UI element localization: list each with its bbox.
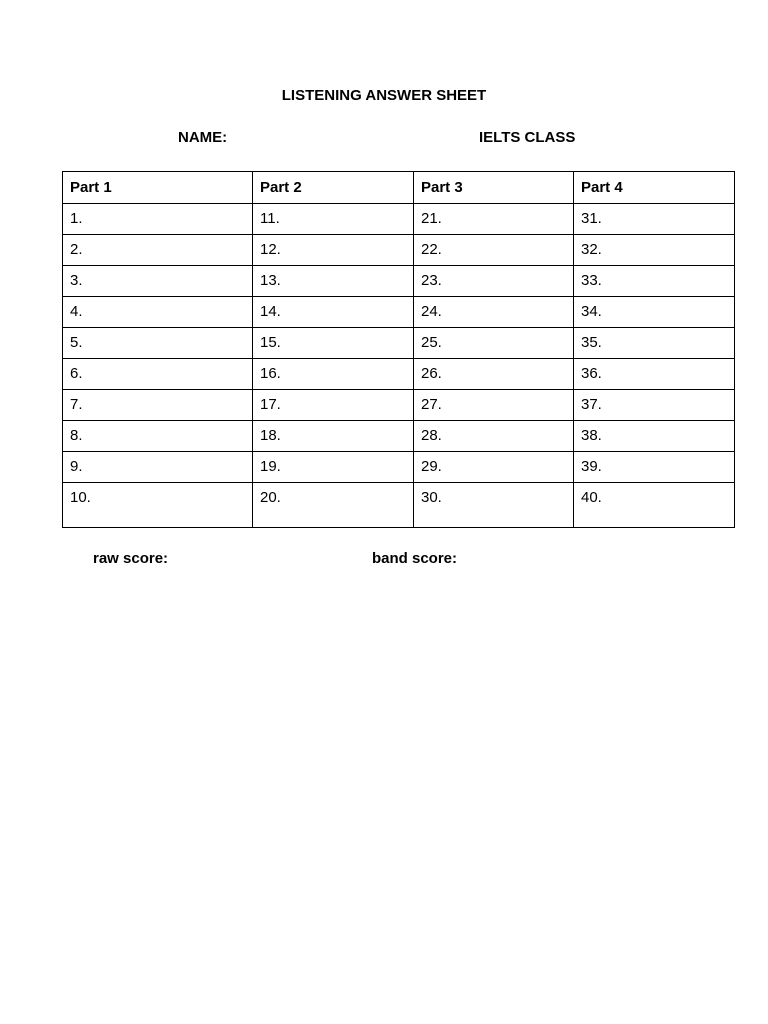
answer-cell[interactable]: 21. xyxy=(414,204,574,235)
answer-cell[interactable]: 4. xyxy=(63,297,253,328)
table-header-row xyxy=(63,172,735,204)
answer-cell[interactable]: 34. xyxy=(574,297,735,328)
table-row xyxy=(63,235,735,266)
answer-cell[interactable]: 23. xyxy=(414,266,574,297)
answer-cell[interactable]: 17. xyxy=(253,390,414,421)
answer-cell[interactable]: 11. xyxy=(253,204,414,235)
answer-cell[interactable]: 38. xyxy=(574,421,735,452)
table-row xyxy=(63,483,735,528)
answer-cell[interactable]: 6. xyxy=(63,359,253,390)
answer-cell[interactable]: 8. xyxy=(63,421,253,452)
answer-cell[interactable]: 39. xyxy=(574,452,735,483)
column-header-part-2: Part 2 xyxy=(253,172,414,204)
answer-cell[interactable]: 15. xyxy=(253,328,414,359)
column-header-part-4: Part 4 xyxy=(574,172,735,204)
answer-cell[interactable]: 2. xyxy=(63,235,253,266)
answer-cell[interactable]: 13. xyxy=(253,266,414,297)
answer-cell[interactable]: 14. xyxy=(253,297,414,328)
band-score-label: band score: xyxy=(372,550,458,567)
ielts-class-label: IELTS CLASS xyxy=(479,129,576,146)
answer-cell[interactable]: 37. xyxy=(574,390,735,421)
answer-cell[interactable]: 1. xyxy=(63,204,253,235)
answer-cell[interactable]: 29. xyxy=(414,452,574,483)
answer-cell[interactable]: 27. xyxy=(414,390,574,421)
answer-cell[interactable]: 10. xyxy=(63,483,253,528)
column-header-part-3: Part 3 xyxy=(414,172,574,204)
answer-cell[interactable]: 32. xyxy=(574,235,735,266)
answer-cell[interactable]: 28. xyxy=(414,421,574,452)
answer-cell[interactable]: 26. xyxy=(414,359,574,390)
answer-cell[interactable]: 9. xyxy=(63,452,253,483)
answer-cell[interactable]: 22. xyxy=(414,235,574,266)
answer-cell[interactable]: 16. xyxy=(253,359,414,390)
answer-cell[interactable]: 3. xyxy=(63,266,253,297)
answer-cell[interactable]: 7. xyxy=(63,390,253,421)
answer-table xyxy=(62,171,735,528)
answer-cell[interactable]: 25. xyxy=(414,328,574,359)
answer-cell[interactable]: 40. xyxy=(574,483,735,528)
answer-cell[interactable]: 12. xyxy=(253,235,414,266)
table-row xyxy=(63,297,735,328)
answer-cell[interactable]: 31. xyxy=(574,204,735,235)
answer-cell[interactable]: 20. xyxy=(253,483,414,528)
answer-cell[interactable]: 5. xyxy=(63,328,253,359)
table-row xyxy=(63,390,735,421)
answer-cell[interactable]: 30. xyxy=(414,483,574,528)
answer-cell[interactable]: 33. xyxy=(574,266,735,297)
name-label: NAME: xyxy=(178,129,228,146)
table-row xyxy=(63,359,735,390)
table-row xyxy=(63,452,735,483)
answer-cell[interactable]: 24. xyxy=(414,297,574,328)
answer-cell[interactable]: 35. xyxy=(574,328,735,359)
table-row xyxy=(63,421,735,452)
answer-cell[interactable]: 19. xyxy=(253,452,414,483)
table-row xyxy=(63,266,735,297)
column-header-part-1: Part 1 xyxy=(63,172,253,204)
page-title: LISTENING ANSWER SHEET xyxy=(281,87,487,104)
raw-score-label: raw score: xyxy=(93,550,169,567)
answer-cell[interactable]: 36. xyxy=(574,359,735,390)
table-row xyxy=(63,204,735,235)
table-row xyxy=(63,328,735,359)
answer-cell[interactable]: 18. xyxy=(253,421,414,452)
